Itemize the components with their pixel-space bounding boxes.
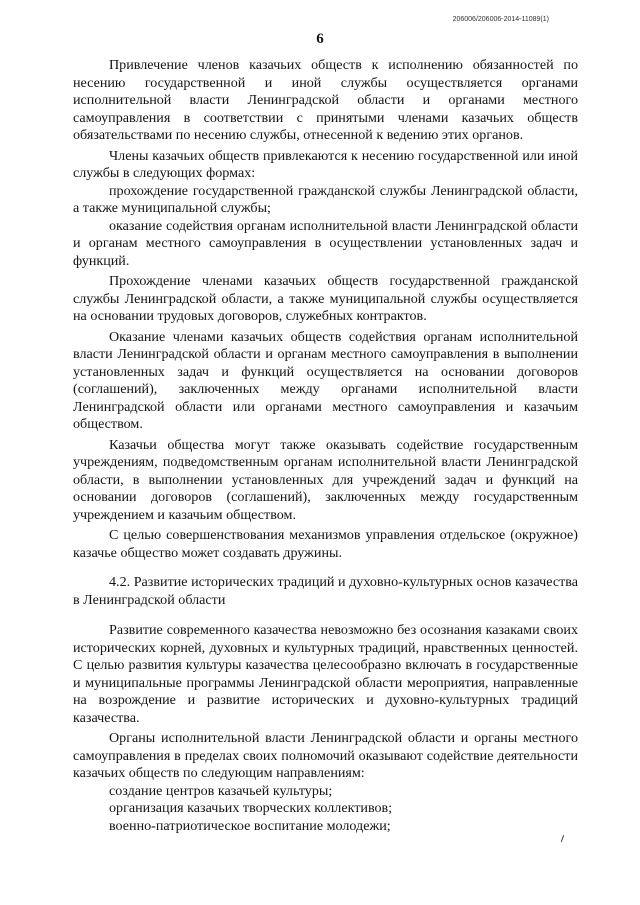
paragraph: Прохождение членами казачьих обществ государственной гражданской службы Ленинградской области, а также муниципальной службы осуществляется на основании трудовых договоров, служебных контрактов. — [73, 273, 578, 324]
pen-mark — [561, 835, 564, 842]
paragraph: С целью совершенствования механизмов управления отдельское (окружное) казачье общество может создавать дружины. — [73, 527, 578, 561]
paragraph: Казачьи общества могут также оказывать содействие государственным учреждениям, подведомственным органам исполнительной власти Ленинградской области, в выполнении установленных для учреждений задач и функций на основании договоров (соглашений), заключенных между государственным учреждением и казачьим обществом. — [73, 436, 578, 523]
paragraph: Оказание членами казачьих обществ содействия органам исполнительной власти Ленинградской области и органам местного самоуправления в выполнении установленных задач и функций осуществляется на основании договоров (соглашений), заключенных между органами исполнительной власти Ленинградской области или органами местного самоуправления и казачьим обществом. — [73, 328, 578, 432]
paragraph: Привлечение членов казачьих обществ к исполнению обязанностей по несению государственной и иной службы осуществляется органами исполнительной власти Ленинградской области и органами местного самоуправления в соответствии с принятыми членами казачьих обществ обязательствами по несению службы, отнесенной к ведению этих органов. — [73, 57, 578, 143]
list-item: создание центров казачьей культуры; — [109, 782, 333, 799]
paragraph: прохождение государственной гражданской службы Ленинградской области, а также муниципальной службы; — [73, 182, 578, 216]
paragraph: Органы исполнительной власти Ленинградской области и органы местного самоуправления в пределах своих полномочий оказывают содействие деятельности казачьих обществ по следующим направлениям: — [73, 730, 578, 781]
page-number: 6 — [316, 31, 324, 47]
document-id: 206006/206006-2014-11089(1) — [452, 16, 549, 23]
paragraph: Развитие современного казачества невозможно без осознания казаками своих исторических корней, духовных и культурных традиций, нравственных ценностей. С целью развития культуры казачества целесообразно включать в государственные и муниципальные программы Ленинградской области мероприятия, направленные на возрождение и развитие исторических и духовно-культурных традиций казачества. — [73, 622, 578, 726]
directions-list — [73, 783, 578, 836]
section-heading: 4.2. Развитие исторических традиций и духовно-культурных основ казачества в Ленинградской области — [73, 574, 578, 608]
paragraph: Члены казачьих обществ привлекаются к несению государственной или иной службы в следующих формах: — [73, 147, 578, 181]
paragraph: оказание содействия органам исполнительной власти Ленинградской области и органам местного самоуправления в осуществлении установленных задач и функций. — [73, 217, 578, 269]
list-item: военно-патриотическое воспитание молодежи; — [109, 817, 391, 834]
list-item: организация казачьих творческих коллективов; — [109, 800, 393, 816]
document-body — [73, 57, 578, 835]
